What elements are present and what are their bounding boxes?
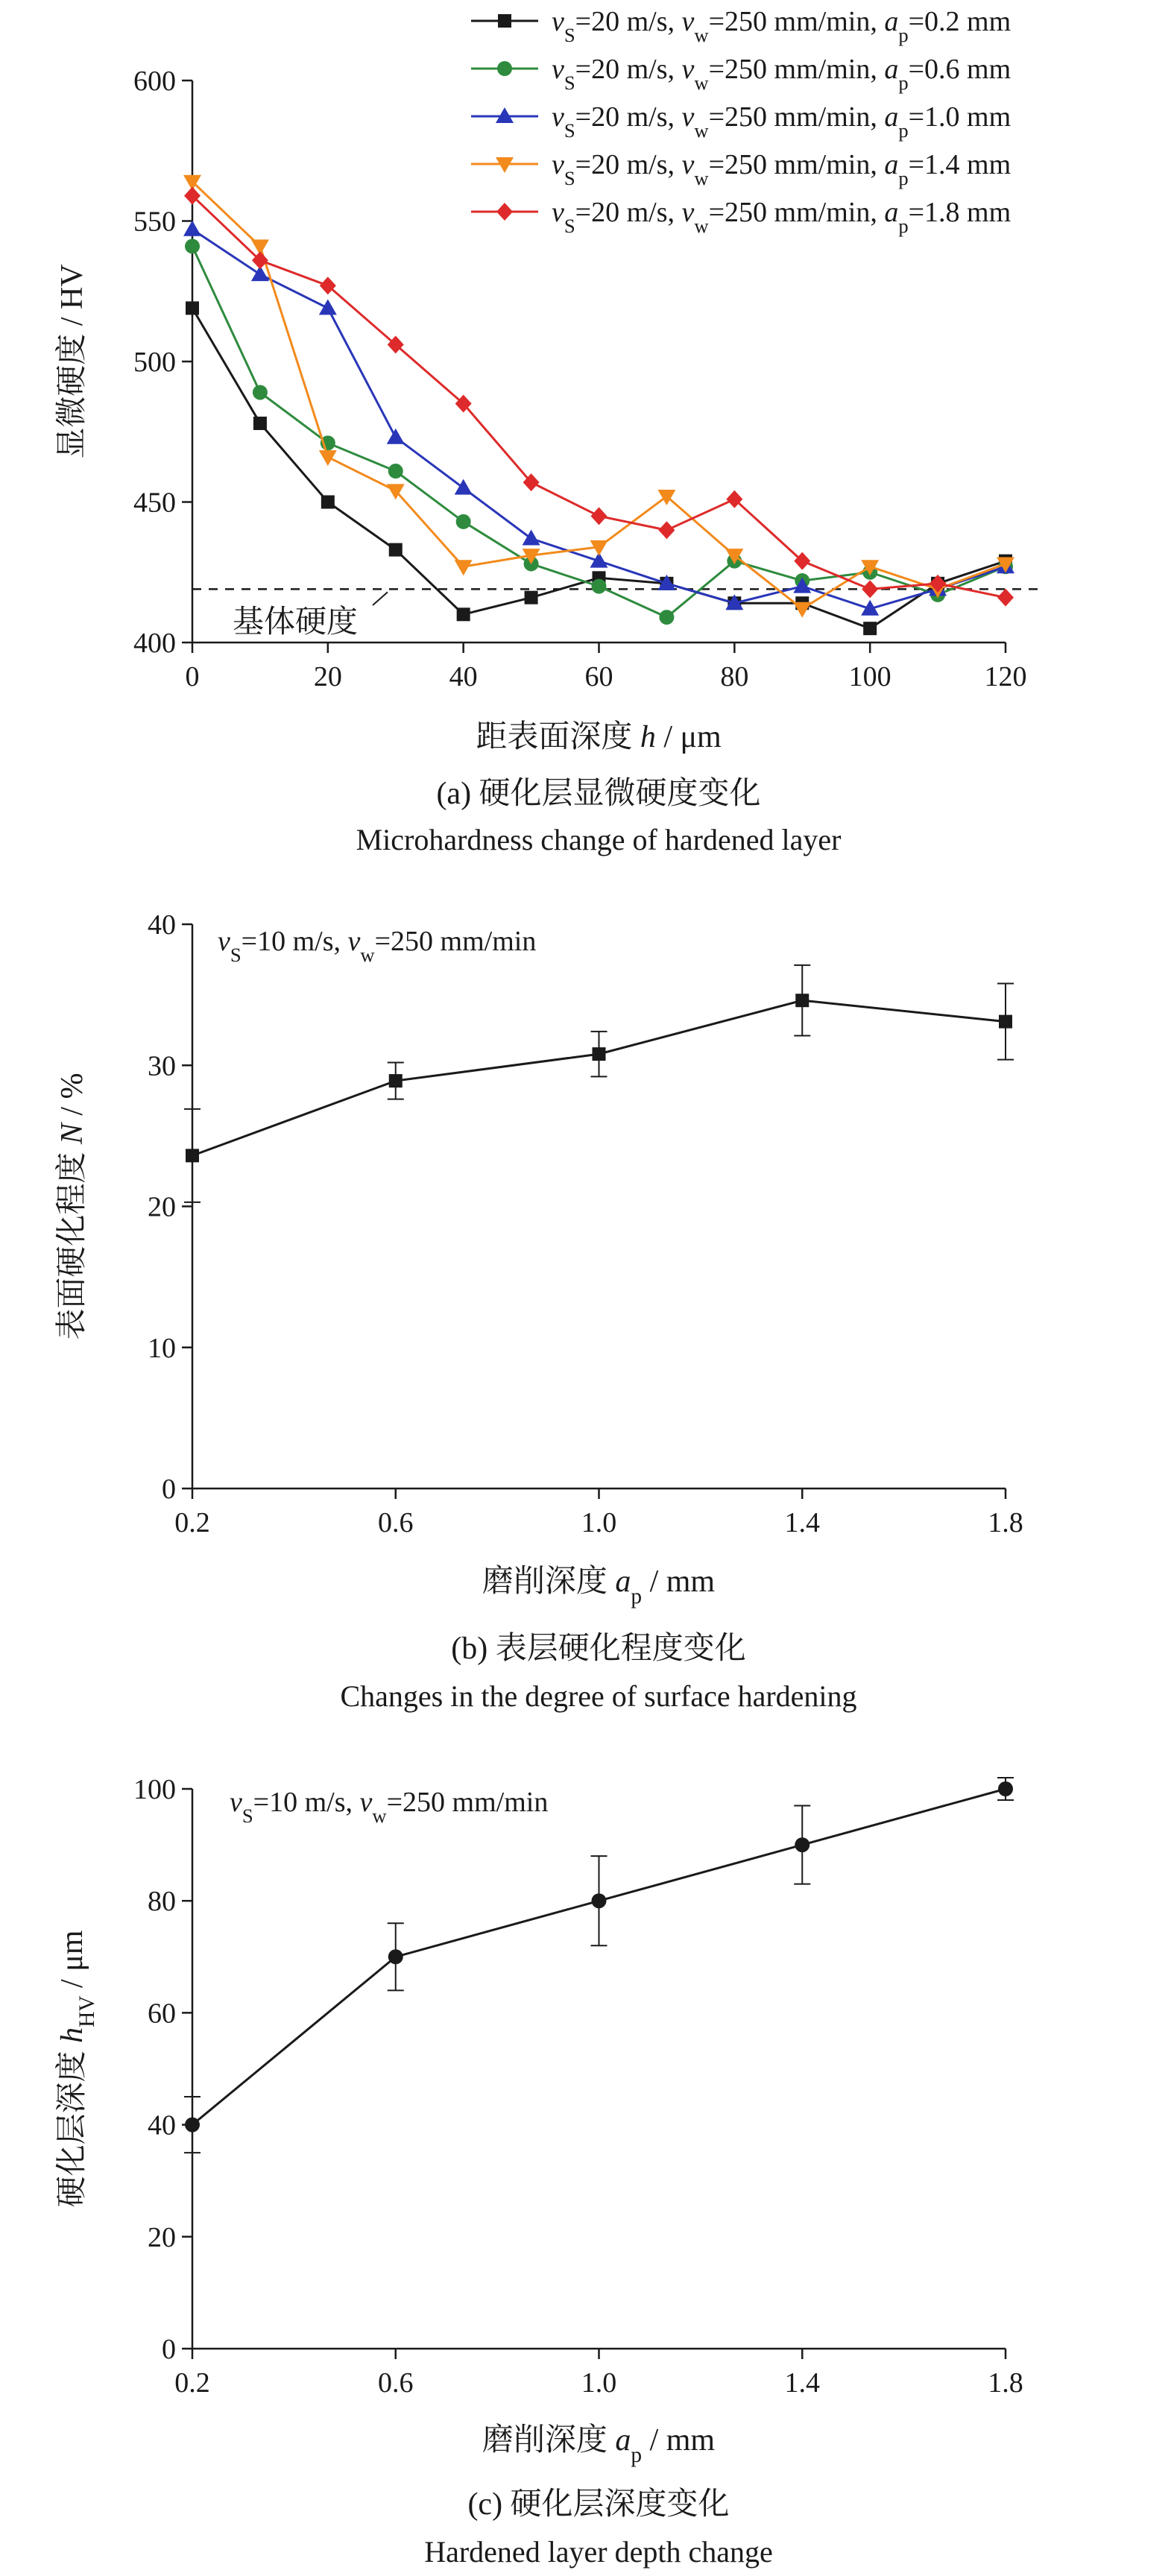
text-run: =250 mm/min, — [708, 101, 885, 133]
data-point — [183, 221, 201, 236]
data-point — [387, 429, 405, 444]
series-2 — [183, 221, 1014, 616]
data-point — [862, 580, 878, 598]
data-point — [186, 301, 199, 315]
text-run: v — [681, 149, 695, 180]
text-run: =20 m/s, — [575, 54, 682, 85]
x-tick-label: 40 — [449, 661, 478, 692]
data-point — [592, 579, 607, 594]
data-point — [592, 1893, 607, 1908]
text-run: =0.2 mm — [908, 6, 1012, 37]
series-3 — [183, 175, 1014, 618]
series-line — [192, 1000, 1006, 1155]
series-line — [192, 1789, 1006, 2125]
y-tick-label: 550 — [133, 206, 176, 238]
x-axis-label — [482, 2422, 716, 2467]
text-run: 显微硬度 / HV — [55, 264, 89, 459]
text-run: =250 mm/min, — [708, 6, 885, 37]
subscript: S — [564, 119, 575, 142]
y-tick-label: 10 — [148, 1332, 176, 1364]
x-tick-label: 60 — [584, 661, 613, 692]
y-tick-label: 100 — [133, 1774, 176, 1805]
x-axis-label — [482, 1564, 716, 1609]
text-run: =250 mm/min, — [708, 197, 885, 228]
data-point — [319, 299, 337, 315]
text-run: v — [552, 6, 564, 37]
text-run: a — [884, 6, 899, 37]
text-run: v — [218, 926, 230, 957]
caption-en: Changes in the degree of surface hardening — [340, 1679, 857, 1713]
x-tick-label: 1.0 — [581, 1507, 617, 1538]
subscript: w — [694, 24, 709, 46]
y-tick-label: 400 — [133, 628, 176, 659]
x-tick-label: 120 — [984, 661, 1027, 692]
subscript: S — [242, 1805, 253, 1827]
data-point — [388, 464, 403, 479]
data-point — [998, 1781, 1013, 1796]
text-run: =20 m/s, — [575, 197, 682, 228]
text-run: 距表面深度 — [476, 720, 640, 754]
subscript: p — [898, 24, 909, 46]
text-run: 磨削深度 — [482, 2423, 616, 2457]
text-run: a — [884, 197, 899, 228]
x-tick-label: 0.6 — [378, 2367, 414, 2399]
text-run: / % — [55, 1073, 89, 1124]
subscript: S — [564, 167, 575, 189]
x-tick-label: 1.8 — [988, 2367, 1023, 2399]
data-point — [321, 496, 335, 509]
data-point — [456, 514, 471, 529]
subscript: HV — [75, 1995, 99, 2027]
y-tick-label: 40 — [148, 909, 176, 941]
x-tick-label: 0.2 — [174, 1507, 210, 1538]
data-point — [457, 607, 470, 621]
data-point — [863, 622, 877, 635]
data-point — [455, 479, 473, 495]
y-tick-label: 80 — [148, 1886, 176, 1918]
x-tick-label: 1.0 — [581, 2367, 617, 2399]
baseline-leader — [373, 592, 388, 605]
text-run: / mm — [642, 2423, 716, 2457]
x-axis-label — [476, 719, 722, 754]
text-run: a — [884, 101, 899, 133]
text-run: 硬化层深度 — [55, 2042, 89, 2208]
x-tick-label: 1.4 — [784, 2367, 820, 2399]
subscript: S — [230, 944, 242, 966]
text-run: v — [230, 1787, 242, 1818]
subscript: p — [631, 2443, 643, 2467]
text-run: v — [552, 149, 564, 180]
text-run: =0.6 mm — [908, 54, 1012, 85]
condition-note — [218, 926, 536, 966]
text-run: =250 mm/min, — [708, 149, 885, 180]
legend-entry — [552, 6, 1011, 46]
legend-entry — [552, 197, 1011, 237]
text-run: 磨削深度 — [482, 1565, 616, 1599]
subscript: S — [564, 72, 575, 94]
text-run: N — [55, 1123, 89, 1145]
data-point — [658, 521, 675, 539]
data-point — [186, 1149, 199, 1162]
caption: (b) 表层硬化程度变化 — [451, 1632, 746, 1666]
legend — [471, 14, 538, 221]
text-run: a — [615, 2423, 631, 2457]
subscript: w — [694, 215, 709, 237]
text-run: 表面硬化程度 — [55, 1144, 89, 1340]
y-tick-label: 40 — [148, 2109, 176, 2141]
text-run: =10 m/s, — [253, 1787, 360, 1818]
legend-entry — [552, 149, 1011, 189]
text-run: =1.4 mm — [908, 149, 1012, 180]
x-tick-label: 80 — [720, 661, 749, 692]
data-point — [253, 417, 267, 430]
caption-en: Microhardness change of hardened layer — [356, 823, 842, 856]
data-point — [659, 610, 674, 625]
caption-en: Hardened layer depth change — [424, 2535, 773, 2569]
caption: (a) 硬化层显微硬度变化 — [436, 777, 761, 811]
series-line — [192, 196, 1006, 598]
x-tick-label: 0.6 — [378, 1507, 414, 1538]
data-point — [997, 589, 1014, 607]
y-tick-label: 30 — [148, 1050, 176, 1082]
legend-marker — [496, 203, 513, 221]
text-run: v — [552, 197, 564, 228]
text-run: =20 m/s, — [575, 101, 682, 133]
data-point — [185, 2118, 200, 2133]
text-run: =1.8 mm — [908, 197, 1012, 228]
text-run: / μm — [55, 1930, 89, 1996]
subscript: p — [898, 215, 909, 237]
data-point — [455, 560, 473, 575]
x-tick-label: 0.2 — [174, 2367, 210, 2399]
text-run: =250 mm/min — [386, 1787, 549, 1818]
data-point — [185, 239, 200, 253]
subscript: w — [694, 72, 709, 94]
text-run: h — [640, 720, 656, 754]
legend-entry — [552, 54, 1011, 94]
subscript: S — [564, 215, 575, 237]
subscript: w — [360, 944, 375, 966]
text-run: v — [347, 926, 361, 957]
text-run: =20 m/s, — [575, 149, 682, 180]
text-run: v — [359, 1787, 373, 1818]
y-tick-label: 500 — [133, 347, 176, 378]
data-point — [999, 1015, 1012, 1029]
y-tick-label: 600 — [133, 66, 176, 97]
text-run: v — [681, 54, 695, 85]
data-point — [795, 994, 809, 1007]
text-run: a — [884, 54, 899, 85]
y-axis-label — [54, 1073, 89, 1339]
y-tick-label: 0 — [162, 1474, 176, 1505]
data-point — [253, 385, 268, 400]
text-run: =250 mm/min, — [708, 54, 885, 85]
legend-entry — [552, 101, 1011, 142]
y-tick-label: 20 — [148, 2221, 176, 2253]
text-run: v — [681, 101, 695, 133]
text-run: =250 mm/min — [374, 926, 537, 957]
data-point — [593, 1047, 606, 1061]
subscript: w — [372, 1805, 387, 1827]
legend-marker — [497, 61, 512, 76]
x-tick-label: 100 — [848, 661, 891, 692]
text-run: a — [884, 149, 899, 180]
y-tick-label: 0 — [162, 2334, 176, 2365]
x-tick-label: 0 — [185, 661, 200, 692]
data-point — [389, 1074, 403, 1087]
caption: (c) 硬化层深度变化 — [467, 2487, 730, 2522]
legend-marker — [498, 14, 511, 28]
text-run: h — [55, 2027, 89, 2043]
data-point — [795, 1837, 810, 1852]
text-run: v — [681, 6, 695, 37]
text-run: =1.0 mm — [908, 101, 1012, 133]
baseline-label: 基体硬度 — [233, 605, 359, 640]
subscript: p — [631, 1585, 643, 1609]
y-tick-label: 450 — [133, 487, 176, 519]
y-axis-label — [54, 264, 89, 458]
text-run: v — [552, 101, 564, 133]
text-run: v — [552, 54, 564, 85]
data-point — [525, 591, 538, 604]
x-tick-label: 1.4 — [784, 1507, 820, 1538]
text-run: / mm — [642, 1565, 716, 1599]
data-point — [591, 507, 607, 525]
subscript: S — [564, 24, 575, 46]
condition-note — [230, 1787, 548, 1827]
text-run: a — [615, 1565, 631, 1599]
text-run: / μm — [655, 720, 722, 754]
text-run: =10 m/s, — [241, 926, 348, 957]
data-point — [793, 602, 811, 618]
data-point — [319, 450, 337, 466]
subscript: w — [694, 119, 709, 142]
subscript: w — [694, 167, 709, 189]
text-run: =20 m/s, — [575, 6, 682, 37]
data-point — [523, 530, 540, 546]
y-axis-label — [54, 1930, 99, 2207]
x-tick-label: 20 — [313, 661, 342, 692]
text-run: v — [681, 197, 695, 228]
subscript: p — [898, 167, 909, 189]
subscript: p — [898, 72, 909, 94]
y-tick-label: 20 — [148, 1191, 176, 1223]
y-tick-label: 60 — [148, 1998, 176, 2030]
subscript: p — [898, 119, 909, 142]
data-point — [389, 543, 403, 557]
data-point — [388, 1949, 403, 1964]
x-tick-label: 1.8 — [988, 1507, 1023, 1538]
